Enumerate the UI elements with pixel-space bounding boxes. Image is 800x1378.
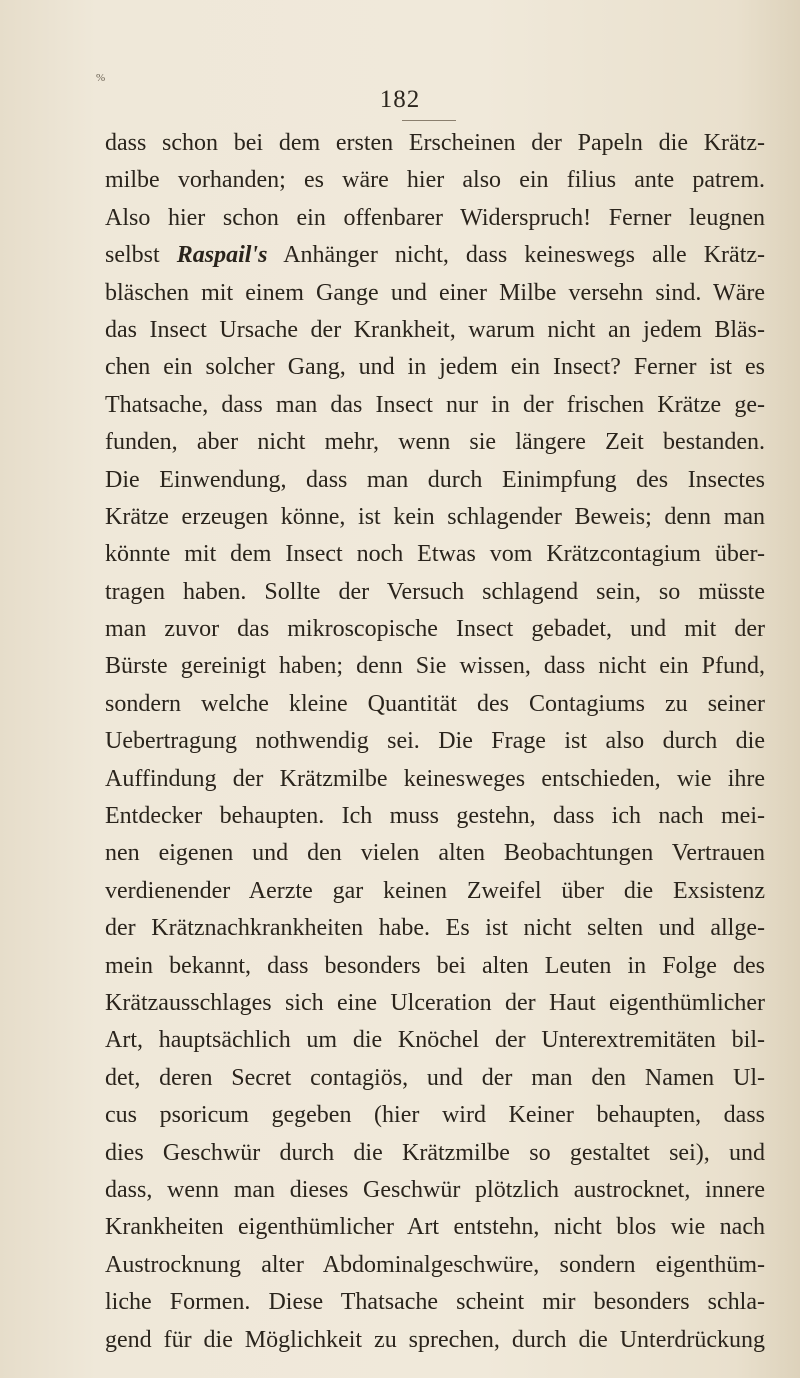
text-line: dass, wenn man dieses Geschwür plötzlich austrocknet, innere: [105, 1176, 765, 1203]
text-line: Die Einwendung, dass man durch Einimpfung des Insectes: [105, 466, 765, 493]
text-line: Also hier schon ein offenbarer Widerspruch! Ferner leugnen: [105, 204, 765, 231]
corner-mark: %: [96, 72, 106, 84]
author-name: Raspail's: [176, 242, 268, 269]
text-line: verdienender Aerzte gar keinen Zweifel über die Exsistenz: [105, 877, 765, 904]
text-line: chen ein solcher Gang, und in jedem ein Insect? Ferner ist es: [105, 354, 765, 381]
text-line: det, deren Secret contagiös, und der man den Namen Ul-: [105, 1064, 765, 1091]
body-text: [105, 125, 765, 1359]
text-line: der Krätznachkrankheiten habe. Es ist nicht selten und allge-: [105, 915, 765, 942]
text-line: Auffindung der Krätzmilbe keinesweges entschieden, wie ihre: [105, 765, 765, 792]
text-line: bläschen mit einem Gange und einer Milbe versehn sind. Wäre: [105, 279, 765, 306]
text-line: cus psoricum gegeben (hier wird Keiner behaupten, dass: [105, 1102, 765, 1129]
text-line: Bürste gereinigt haben; denn Sie wissen, dass nicht ein Pfund,: [105, 653, 765, 680]
text-word: selbst: [105, 242, 160, 269]
text-line: Entdecker behaupten. Ich muss gestehn, dass ich nach mei-: [105, 803, 765, 830]
text-line: Art, hauptsächlich um die Knöchel der Unterextremitäten bil-: [105, 1027, 765, 1054]
text-line: man zuvor das mikroscopische Insect gebadet, und mit der: [105, 616, 765, 643]
text-line: Austrocknung alter Abdominalgeschwüre, sondern eigenthüm-: [105, 1251, 765, 1278]
text-line: das Insect Ursache der Krankheit, warum nicht an jedem Bläs-: [105, 316, 765, 343]
text-line-rest: Anhänger nicht, dass keineswegs alle Krätz-: [283, 242, 766, 269]
text-line: könnte mit dem Insect noch Etwas vom Krätzcontagium über-: [105, 541, 765, 568]
text-line: Krankheiten eigenthümlicher Art entstehn, nicht blos wie nach: [105, 1214, 765, 1241]
text-line: liche Formen. Diese Thatsache scheint mir besonders schla-: [105, 1289, 765, 1316]
text-line: Krätze erzeugen könne, ist kein schlagender Beweis; denn man: [105, 503, 765, 530]
text-line: milbe vorhanden; es wäre hier also ein filius ante patrem.: [105, 167, 765, 194]
text-line: tragen haben. Sollte der Versuch schlagend sein, so müsste: [105, 578, 765, 605]
text-line: sondern welche kleine Quantität des Contagiums zu seiner: [105, 690, 765, 717]
text-line: Thatsache, dass man das Insect nur in der frischen Krätze ge-: [105, 391, 765, 418]
page-number-underline: [402, 120, 456, 121]
page-number: 182: [379, 86, 421, 113]
text-line: funden, aber nicht mehr, wenn sie längere Zeit bestanden.: [105, 429, 765, 456]
text-line: dass schon bei dem ersten Erscheinen der Papeln die Krätz-: [105, 130, 765, 156]
text-line: Uebertragung nothwendig sei. Die Frage ist also durch die: [105, 728, 765, 755]
text-line: nen eigenen und den vielen alten Beobachtungen Vertrauen: [105, 840, 765, 867]
text-line: dies Geschwür durch die Krätzmilbe so gestaltet sei), und: [105, 1139, 765, 1166]
text-line: gend für die Möglichkeit zu sprechen, durch die Unterdrückung: [105, 1326, 765, 1353]
text-line: [105, 237, 765, 274]
text-line: mein bekannt, dass besonders bei alten Leuten in Folge des: [105, 952, 765, 979]
text-line: Krätzausschlages sich eine Ulceration der Haut eigenthümlicher: [105, 989, 765, 1016]
